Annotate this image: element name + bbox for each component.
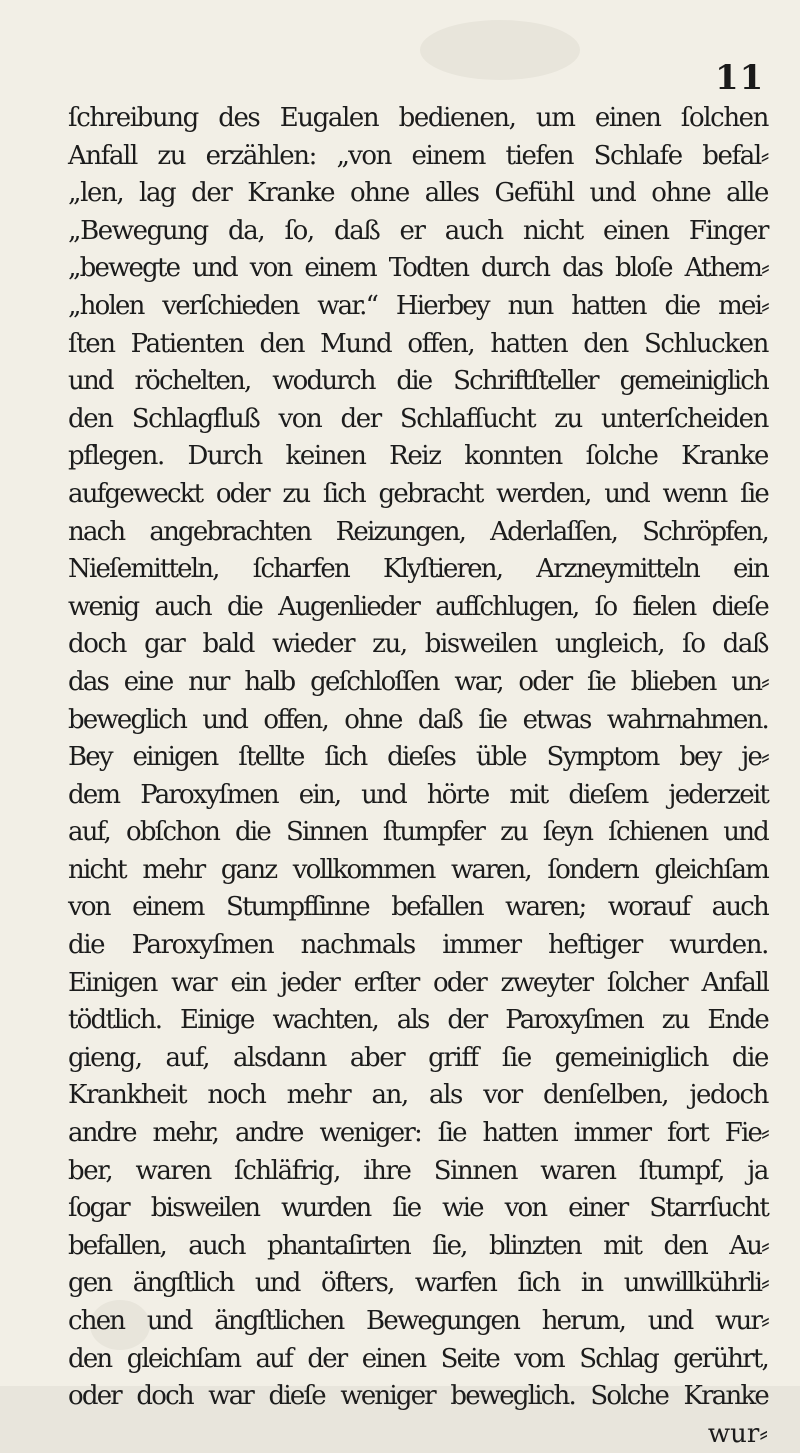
text-line: chen und ängſtlichen Bewegungen herum, und wur⸗	[68, 1306, 768, 1336]
text-line: gen ängſtlich und öfters, warfen ſich in unwillkührli⸗	[68, 1268, 768, 1299]
text-line: auf, obſchon die Sinnen ſtumpfer zu ſeyn ſchienen und	[68, 817, 768, 848]
text-line: von einem Stumpfſinne befallen waren; worauf auch	[68, 892, 768, 923]
text-line: und röchelten, wodurch die Schriftſteller gemeiniglich	[68, 366, 768, 397]
text-line: den Schlagfluß von der Schlafſucht zu unterſcheiden	[68, 403, 768, 434]
text-line: „holen verſchieden war.“ Hierbey nun hatten die mei⸗	[68, 290, 768, 321]
text-line: „len, lag der Kranke ohne alles Gefühl und ohne alle	[68, 178, 768, 209]
text-line: ber, waren ſchläfrig, ihre Sinnen waren ſtumpf, ja	[68, 1155, 768, 1186]
text-line: wenig auch die Augenlieder aufſchlugen, ſo fielen dieſe	[68, 591, 768, 622]
text-line: die Paroxyſmen nachmals immer heftiger wurden.	[68, 930, 768, 961]
text-line: tödtlich. Einige wachten, als der Paroxyſmen zu Ende	[68, 1005, 768, 1036]
text-line: befallen, auch phantaſirten ſie, blinzten mit den Au⸗	[68, 1230, 768, 1261]
text-line: Anfall zu erzählen: „von einem tiefen Schlafe befal⸗	[68, 140, 768, 171]
text-line: aufgeweckt oder zu ſich gebracht werden, und wenn ſie	[68, 478, 768, 509]
text-line: „Bewegung da, ſo, daß er auch nicht einen Finger	[68, 215, 768, 246]
page-number: 11	[715, 58, 765, 98]
text-line: „bewegte und von einem Todten durch das bloſe Athem⸗	[68, 253, 768, 284]
paper-stain	[420, 20, 580, 80]
text-line: andre mehr, andre weniger: ſie hatten immer fort Fie⸗	[68, 1118, 768, 1149]
text-line: den gleichſam auf der einen Seite vom Schlag gerührt,	[68, 1343, 768, 1374]
text-line: nicht mehr ganz vollkommen waren, ſondern gleichſam	[68, 854, 768, 885]
text-line: pflegen. Durch keinen Reiz konnten ſolche Kranke	[68, 441, 768, 472]
text-line: gieng, auf, alsdann aber griff ſie gemeiniglich die	[68, 1042, 768, 1073]
catchword: wur⸗	[707, 1418, 768, 1449]
text-line: Bey einigen ſtellte ſich dieſes üble Symptom bey je⸗	[68, 742, 768, 773]
text-line: ſogar bisweilen wurden ſie wie von einer Starrſucht	[68, 1193, 768, 1224]
text-line: Krankheit noch mehr an, als vor denſelben, jedoch	[68, 1080, 768, 1111]
text-line: ſchreibung des Eugalen bedienen, um einen ſolchen	[68, 103, 768, 133]
text-line: Nieſemitteln, ſcharfen Klyſtieren, Arzneymitteln ein	[68, 554, 768, 585]
text-line: ſten Patienten den Mund offen, hatten den Schlucken	[68, 328, 768, 359]
text-line: dem Paroxyſmen ein, und hörte mit dieſem jederzeit	[68, 779, 768, 810]
text-line: beweglich und offen, ohne daß ſie etwas wahrnahmen.	[68, 704, 768, 735]
text-line: Einigen war ein jeder erſter oder zweyter ſolcher Anfall	[68, 967, 768, 998]
text-line: nach angebrachten Reizungen, Aderlaſſen, Schröpfen,	[68, 516, 768, 547]
text-line: doch gar bald wieder zu, bisweilen ungleich, ſo daß	[68, 629, 768, 660]
body-text	[68, 100, 768, 1453]
text-line: das eine nur halb geſchloſſen war, oder ſie blieben un⸗	[68, 666, 768, 697]
text-line: oder doch war dieſe weniger beweglich. Solche Kranke	[68, 1381, 768, 1412]
